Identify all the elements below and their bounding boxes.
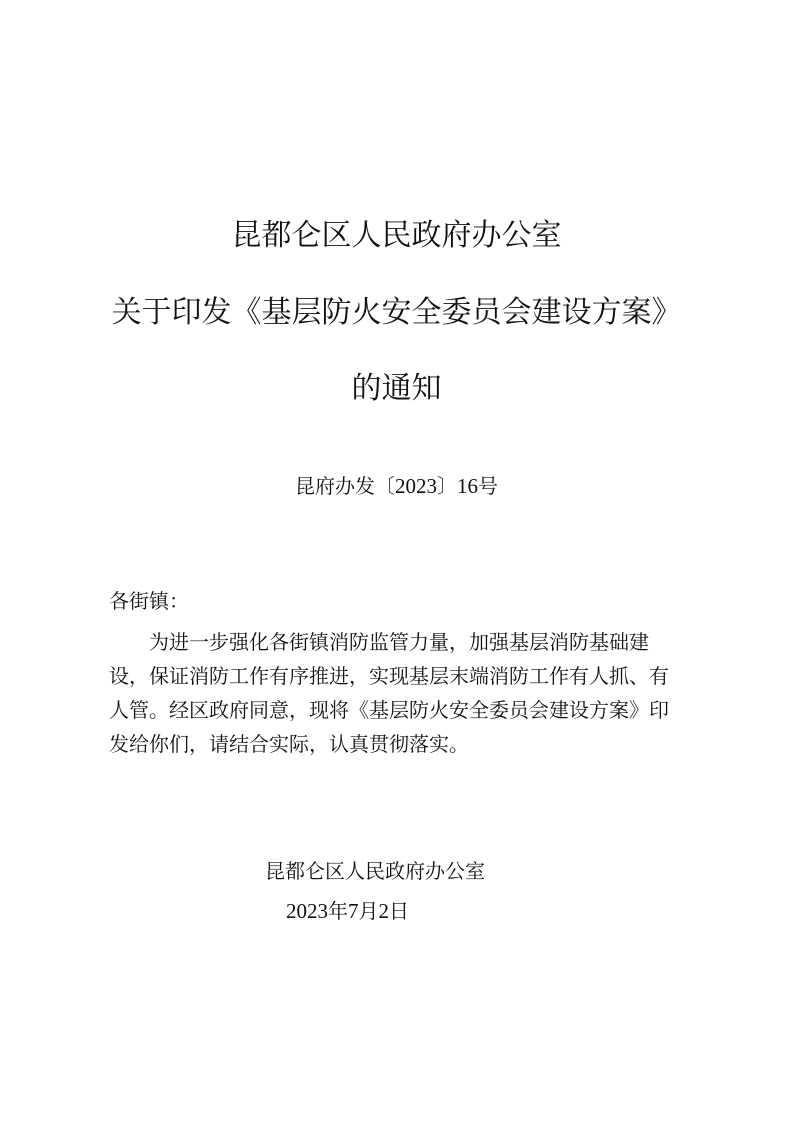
document-number-suffix: 号: [478, 474, 498, 498]
date-year: 2023: [286, 899, 328, 923]
issue-date: [286, 897, 409, 925]
date-month: 7: [348, 899, 359, 923]
issuer-signature: 昆都仑区人民政府办公室: [265, 859, 485, 883]
body-line-1: 为进一步强化各街镇消防监管力量，加强基层消防基础建: [149, 630, 649, 654]
document-number-serial: 16: [457, 474, 478, 498]
date-year-char: 年: [328, 899, 348, 923]
document-number: [0, 472, 793, 500]
body-line-4: 发给你们，请结合实际，认真贯彻落实。: [109, 732, 469, 756]
document-number-middle: 〕: [437, 474, 457, 498]
document-title-line-1: 昆都仑区人民政府办公室: [231, 218, 562, 253]
date-month-char: 月: [358, 899, 379, 923]
document-title-line-3: 的通知: [351, 371, 442, 406]
salutation: 各街镇：: [109, 589, 189, 613]
body-paragraph: [109, 625, 711, 761]
body-line-3: 人管。经区政府同意，现将《基层防火安全委员会建设方案》印: [109, 698, 669, 722]
document-title-line-2: 关于印发《基层防火安全委员会建设方案》: [111, 295, 682, 330]
date-day: 2: [378, 899, 389, 923]
body-line-2: 设，保证消防工作有序推进，实现基层末端消防工作有人抓、有: [109, 664, 669, 688]
date-day-char: 日: [389, 899, 409, 923]
document-number-prefix: 昆府办发〔: [295, 474, 395, 498]
document-number-year: 2023: [395, 474, 437, 498]
